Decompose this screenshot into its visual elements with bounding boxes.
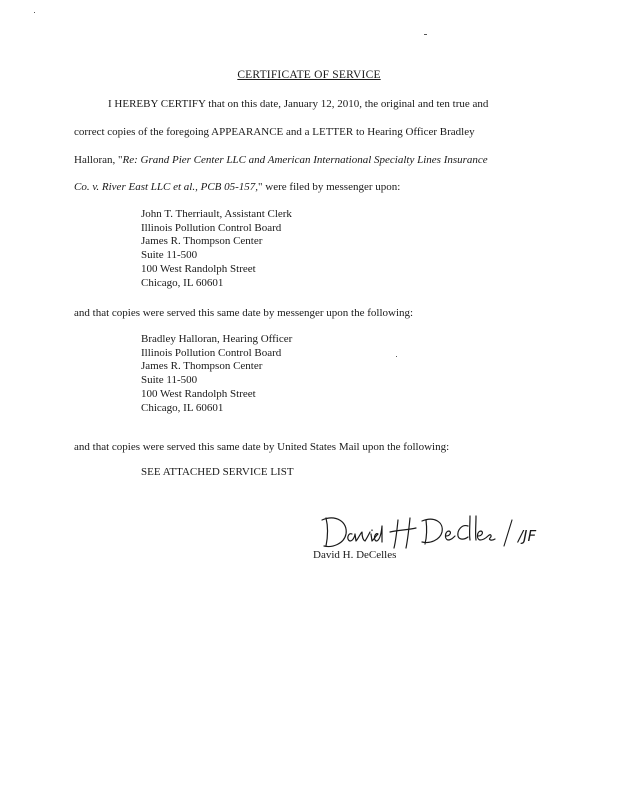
certify-line-4 (74, 181, 400, 193)
certify-text: " were filed by messenger upon: (258, 181, 401, 193)
address-line: Illinois Pollution Control Board (141, 346, 282, 359)
address-line: Chicago, IL 60601 (141, 276, 224, 289)
messenger-service-line: and that copies were served this same date by messenger upon the following: (74, 307, 414, 319)
address-line: Illinois Pollution Control Board (141, 221, 282, 234)
address-line: 100 West Randolph Street (141, 262, 256, 275)
address-line: Suite 11-500 (141, 374, 198, 387)
signer-name: David H. DeCelles (313, 549, 397, 561)
address-line: James R. Thompson Center (141, 235, 263, 248)
address-line: 100 West Randolph Street (141, 387, 256, 400)
hearing-officer-address-block (141, 333, 292, 415)
scan-speck (34, 12, 35, 13)
address-line: John T. Therriault, Assistant Clerk (141, 208, 292, 220)
mail-service-line: and that copies were served this same date by United States Mail upon the following: (74, 441, 450, 453)
handwritten-signature (318, 512, 558, 554)
certify-line-2 (74, 126, 475, 138)
signature-initials: /JF (518, 527, 537, 545)
scan-speck (396, 356, 397, 357)
case-caption: Co. v. River East LLC et al., PCB 05-157, (74, 181, 259, 193)
certify-line-3 (74, 154, 488, 166)
certify-text: Halloran, " (74, 154, 123, 166)
address-line: James R. Thompson Center (141, 360, 263, 373)
scan-speck (424, 34, 427, 35)
address-line: Bradley Halloran, Hearing Officer (141, 333, 293, 345)
case-caption: Re: Grand Pier Center LLC and American International Specialty Lines Insurance (122, 154, 488, 166)
document-title: CERTIFICATE OF SERVICE (237, 69, 381, 81)
address-line: Chicago, IL 60601 (141, 401, 224, 414)
certify-line-1 (108, 98, 488, 110)
service-list-reference: SEE ATTACHED SERVICE LIST (141, 466, 294, 478)
address-line: Suite 11-500 (141, 249, 198, 262)
certify-text: I HEREBY CERTIFY that on this date, January 12, 2010, the original and ten true and (108, 98, 489, 110)
certify-text: correct copies of the foregoing APPEARANCE and a LETTER to Hearing Officer Bradley (74, 126, 475, 138)
clerk-address-block (141, 208, 292, 290)
